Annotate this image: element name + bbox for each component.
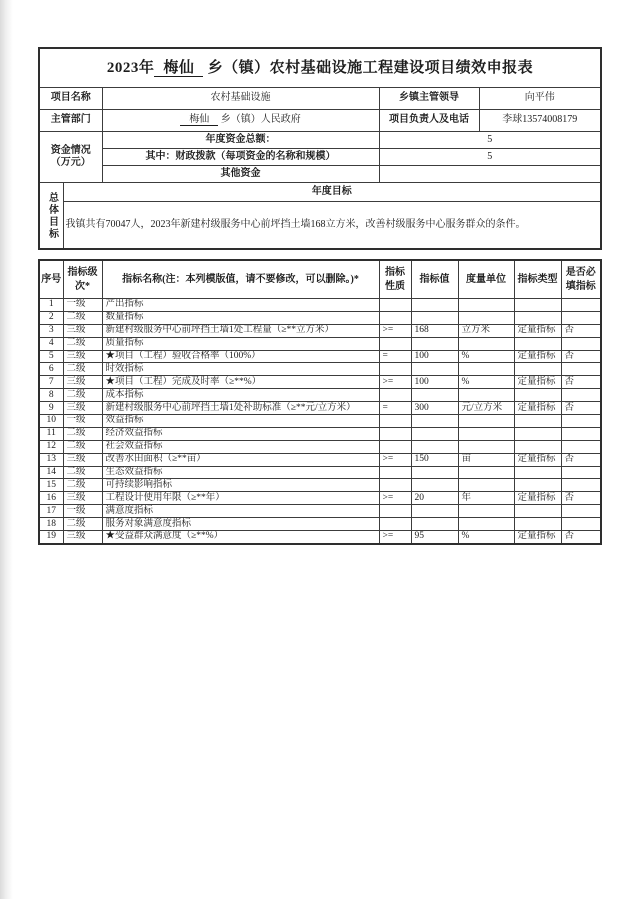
funding-other-label: 其他资金 xyxy=(102,166,379,183)
row-number: 2 xyxy=(39,311,63,324)
row-number: 14 xyxy=(39,466,63,479)
indicator-type xyxy=(514,415,561,428)
indicator-row xyxy=(39,299,601,312)
indicator-type xyxy=(514,299,561,312)
project-name-row xyxy=(39,88,601,110)
header-value: 指标值 xyxy=(411,260,458,299)
indicator-nature xyxy=(379,466,411,479)
indicator-level: 三级 xyxy=(63,453,102,466)
required-flag xyxy=(561,440,601,453)
indicator-level: 三级 xyxy=(63,350,102,363)
header-seq: 序号 xyxy=(39,260,63,299)
indicator-level: 二级 xyxy=(63,311,102,324)
row-number: 5 xyxy=(39,350,63,363)
header-table xyxy=(38,47,602,250)
indicator-level: 三级 xyxy=(63,531,102,544)
required-flag: 否 xyxy=(561,453,601,466)
measure-unit xyxy=(458,299,514,312)
indicator-row xyxy=(39,466,601,479)
indicator-name: 成本指标 xyxy=(102,389,379,402)
indicator-nature: >= xyxy=(379,376,411,389)
indicator-nature xyxy=(379,505,411,518)
indicator-row xyxy=(39,324,601,337)
township-leader-label: 乡镇主管领导 xyxy=(379,88,479,110)
department-label: 主管部门 xyxy=(39,110,102,132)
measure-unit xyxy=(458,427,514,440)
indicator-nature: >= xyxy=(379,324,411,337)
indicator-name: 质量指标 xyxy=(102,337,379,350)
township-leader-value: 向平伟 xyxy=(479,88,601,110)
indicator-value xyxy=(411,299,458,312)
indicator-type xyxy=(514,479,561,492)
funding-total-label: 年度资金总额： xyxy=(102,132,379,149)
indicator-nature: >= xyxy=(379,453,411,466)
indicator-value: 168 xyxy=(411,324,458,337)
department-township-underlined: 梅仙 xyxy=(180,114,218,126)
header-name: 指标名称(注：本列模版值，请不要修改，可以删除。)* xyxy=(102,260,379,299)
department-value xyxy=(102,110,379,132)
indicator-type xyxy=(514,311,561,324)
indicator-type: 定量指标 xyxy=(514,324,561,337)
indicator-type: 定量指标 xyxy=(514,376,561,389)
indicator-nature xyxy=(379,389,411,402)
indicator-value xyxy=(411,337,458,350)
required-flag xyxy=(561,505,601,518)
indicator-row xyxy=(39,427,601,440)
funding-other-value xyxy=(379,166,601,183)
required-flag xyxy=(561,479,601,492)
indicator-row xyxy=(39,350,601,363)
row-number: 9 xyxy=(39,402,63,415)
measure-unit: % xyxy=(458,350,514,363)
measure-unit xyxy=(458,415,514,428)
row-number: 1 xyxy=(39,299,63,312)
indicator-level: 一级 xyxy=(63,415,102,428)
indicator-value xyxy=(411,389,458,402)
indicator-level: 二级 xyxy=(63,440,102,453)
indicator-rows xyxy=(39,299,601,544)
indicator-type: 定量指标 xyxy=(514,350,561,363)
manager-value: 李球13574008179 xyxy=(479,110,601,132)
indicator-name: ★受益群众满意度（≥**%） xyxy=(102,531,379,544)
indicator-nature: >= xyxy=(379,492,411,505)
indicator-name: 社会效益指标 xyxy=(102,440,379,453)
funding-total-value: 5 xyxy=(379,132,601,149)
indicator-level: 三级 xyxy=(63,492,102,505)
title-suffix: 乡（镇）农村基础设施工程建设项目绩效申报表 xyxy=(207,59,534,76)
row-number: 3 xyxy=(39,324,63,337)
header-required: 是否必填指标 xyxy=(561,260,601,299)
indicator-name: 新建村级服务中心前坪挡土墙1处工程量（≥**立方米） xyxy=(102,324,379,337)
indicator-type: 定量指标 xyxy=(514,453,561,466)
indicator-row xyxy=(39,479,601,492)
indicator-name: 服务对象满意度指标 xyxy=(102,518,379,531)
indicator-row xyxy=(39,440,601,453)
indicator-name: 时效指标 xyxy=(102,363,379,376)
row-number: 19 xyxy=(39,531,63,544)
indicator-row xyxy=(39,492,601,505)
required-flag xyxy=(561,389,601,402)
overall-goal-desc-row xyxy=(39,202,601,250)
indicator-type xyxy=(514,505,561,518)
header-type: 指标类型 xyxy=(514,260,561,299)
indicator-row xyxy=(39,337,601,350)
row-number: 12 xyxy=(39,440,63,453)
indicator-level: 二级 xyxy=(63,337,102,350)
indicator-value: 300 xyxy=(411,402,458,415)
indicator-table xyxy=(38,259,602,545)
row-number: 13 xyxy=(39,453,63,466)
measure-unit: % xyxy=(458,531,514,544)
indicator-nature xyxy=(379,415,411,428)
indicator-level: 二级 xyxy=(63,479,102,492)
indicator-type xyxy=(514,518,561,531)
required-flag xyxy=(561,363,601,376)
indicator-type xyxy=(514,440,561,453)
indicator-name: 经济效益指标 xyxy=(102,427,379,440)
indicator-row xyxy=(39,505,601,518)
indicator-nature xyxy=(379,479,411,492)
required-flag: 否 xyxy=(561,324,601,337)
indicator-row xyxy=(39,376,601,389)
indicator-type xyxy=(514,427,561,440)
indicator-nature xyxy=(379,518,411,531)
indicator-header-row xyxy=(39,260,601,299)
header-level: 指标级次* xyxy=(63,260,102,299)
row-number: 17 xyxy=(39,505,63,518)
row-number: 10 xyxy=(39,415,63,428)
funding-fiscal-value: 5 xyxy=(379,149,601,166)
row-number: 15 xyxy=(39,479,63,492)
indicator-value xyxy=(411,363,458,376)
measure-unit xyxy=(458,440,514,453)
indicator-type xyxy=(514,466,561,479)
overall-goal-header-row xyxy=(39,183,601,202)
indicator-value: 100 xyxy=(411,376,458,389)
overall-goal-label: 总体目标 xyxy=(39,183,63,250)
indicator-name: 生态效益指标 xyxy=(102,466,379,479)
indicator-value: 150 xyxy=(411,453,458,466)
indicator-name: 改善水田面积（≥**亩） xyxy=(102,453,379,466)
indicator-row xyxy=(39,402,601,415)
measure-unit xyxy=(458,518,514,531)
indicator-value xyxy=(411,427,458,440)
required-flag xyxy=(561,415,601,428)
row-number: 16 xyxy=(39,492,63,505)
title-row xyxy=(39,48,601,88)
indicator-nature: = xyxy=(379,402,411,415)
indicator-level: 三级 xyxy=(63,376,102,389)
row-number: 6 xyxy=(39,363,63,376)
measure-unit xyxy=(458,505,514,518)
project-name-label: 项目名称 xyxy=(39,88,102,110)
indicator-name: 工程设计使用年限（≥**年） xyxy=(102,492,379,505)
indicator-value xyxy=(411,466,458,479)
funding-label: 资金情况 （万元） xyxy=(39,132,102,183)
indicator-name: ★项目（工程）验收合格率（100%） xyxy=(102,350,379,363)
indicator-nature: >= xyxy=(379,531,411,544)
indicator-name: 效益指标 xyxy=(102,415,379,428)
funding-row-total xyxy=(39,132,601,149)
indicator-type: 定量指标 xyxy=(514,531,561,544)
measure-unit xyxy=(458,389,514,402)
indicator-value: 100 xyxy=(411,350,458,363)
measure-unit: 立方米 xyxy=(458,324,514,337)
required-flag: 否 xyxy=(561,531,601,544)
indicator-row xyxy=(39,415,601,428)
manager-label: 项目负责人及电话 xyxy=(379,110,479,132)
measure-unit: 元/立方米 xyxy=(458,402,514,415)
indicator-row xyxy=(39,453,601,466)
measure-unit xyxy=(458,311,514,324)
indicator-name: 可持续影响指标 xyxy=(102,479,379,492)
row-number: 8 xyxy=(39,389,63,402)
indicator-type xyxy=(514,363,561,376)
funding-row-other xyxy=(39,166,601,183)
indicator-row xyxy=(39,518,601,531)
indicator-nature xyxy=(379,311,411,324)
required-flag: 否 xyxy=(561,402,601,415)
indicator-value: 95 xyxy=(411,531,458,544)
indicator-value: 20 xyxy=(411,492,458,505)
required-flag: 否 xyxy=(561,376,601,389)
indicator-value xyxy=(411,479,458,492)
measure-unit: 年 xyxy=(458,492,514,505)
measure-unit xyxy=(458,337,514,350)
indicator-level: 二级 xyxy=(63,389,102,402)
funding-row-fiscal xyxy=(39,149,601,166)
indicator-nature xyxy=(379,427,411,440)
indicator-nature xyxy=(379,363,411,376)
project-name-value: 农村基础设施 xyxy=(102,88,379,110)
indicator-type xyxy=(514,337,561,350)
indicator-level: 一级 xyxy=(63,505,102,518)
indicator-type: 定量指标 xyxy=(514,492,561,505)
title-township-underlined: 梅仙 xyxy=(154,60,203,77)
required-flag: 否 xyxy=(561,492,601,505)
required-flag xyxy=(561,427,601,440)
indicator-row xyxy=(39,389,601,402)
row-number: 11 xyxy=(39,427,63,440)
department-row xyxy=(39,110,601,132)
indicator-row xyxy=(39,531,601,544)
indicator-level: 三级 xyxy=(63,402,102,415)
annual-goal-description: 我镇共有70047人，2023年新建村级服务中心前坪挡土墙168立方米，改善村级服务中心服务群众的条件。 xyxy=(63,202,601,250)
indicator-name: 满意度指标 xyxy=(102,505,379,518)
measure-unit xyxy=(458,479,514,492)
indicator-name: 数量指标 xyxy=(102,311,379,324)
indicator-value xyxy=(411,415,458,428)
indicator-type: 定量指标 xyxy=(514,402,561,415)
row-number: 18 xyxy=(39,518,63,531)
indicator-value xyxy=(411,311,458,324)
required-flag xyxy=(561,299,601,312)
required-flag xyxy=(561,337,601,350)
indicator-name: 产出指标 xyxy=(102,299,379,312)
indicator-value xyxy=(411,505,458,518)
indicator-row xyxy=(39,311,601,324)
measure-unit xyxy=(458,466,514,479)
title-year: 2023年 xyxy=(106,59,155,76)
indicator-level: 二级 xyxy=(63,427,102,440)
row-number: 7 xyxy=(39,376,63,389)
indicator-level: 二级 xyxy=(63,518,102,531)
measure-unit xyxy=(458,363,514,376)
indicator-nature: = xyxy=(379,350,411,363)
scan-edge-shadow xyxy=(0,0,13,899)
measure-unit: 亩 xyxy=(458,453,514,466)
header-unit: 度量单位 xyxy=(458,260,514,299)
indicator-nature xyxy=(379,299,411,312)
annual-goal-header: 年度目标 xyxy=(63,183,601,202)
required-flag xyxy=(561,518,601,531)
measure-unit: % xyxy=(458,376,514,389)
indicator-value xyxy=(411,440,458,453)
funding-fiscal-label: 其中：财政拨款（每项资金的名称和规模） xyxy=(102,149,379,166)
indicator-name: 新建村级服务中心前坪挡土墙1处补助标准（≥**元/立方米） xyxy=(102,402,379,415)
indicator-level: 三级 xyxy=(63,324,102,337)
indicator-type xyxy=(514,389,561,402)
indicator-level: 二级 xyxy=(63,466,102,479)
indicator-level: 二级 xyxy=(63,363,102,376)
indicator-name: ★项目（工程）完成及时率（≥**%） xyxy=(102,376,379,389)
indicator-level: 一级 xyxy=(63,299,102,312)
header-nature: 指标性质 xyxy=(379,260,411,299)
form-title xyxy=(39,48,601,88)
indicator-nature xyxy=(379,440,411,453)
department-suffix: 乡（镇）人民政府 xyxy=(220,114,301,126)
required-flag xyxy=(561,466,601,479)
indicator-nature xyxy=(379,337,411,350)
indicator-value xyxy=(411,518,458,531)
indicator-row xyxy=(39,363,601,376)
row-number: 4 xyxy=(39,337,63,350)
required-flag: 否 xyxy=(561,350,601,363)
required-flag xyxy=(561,311,601,324)
